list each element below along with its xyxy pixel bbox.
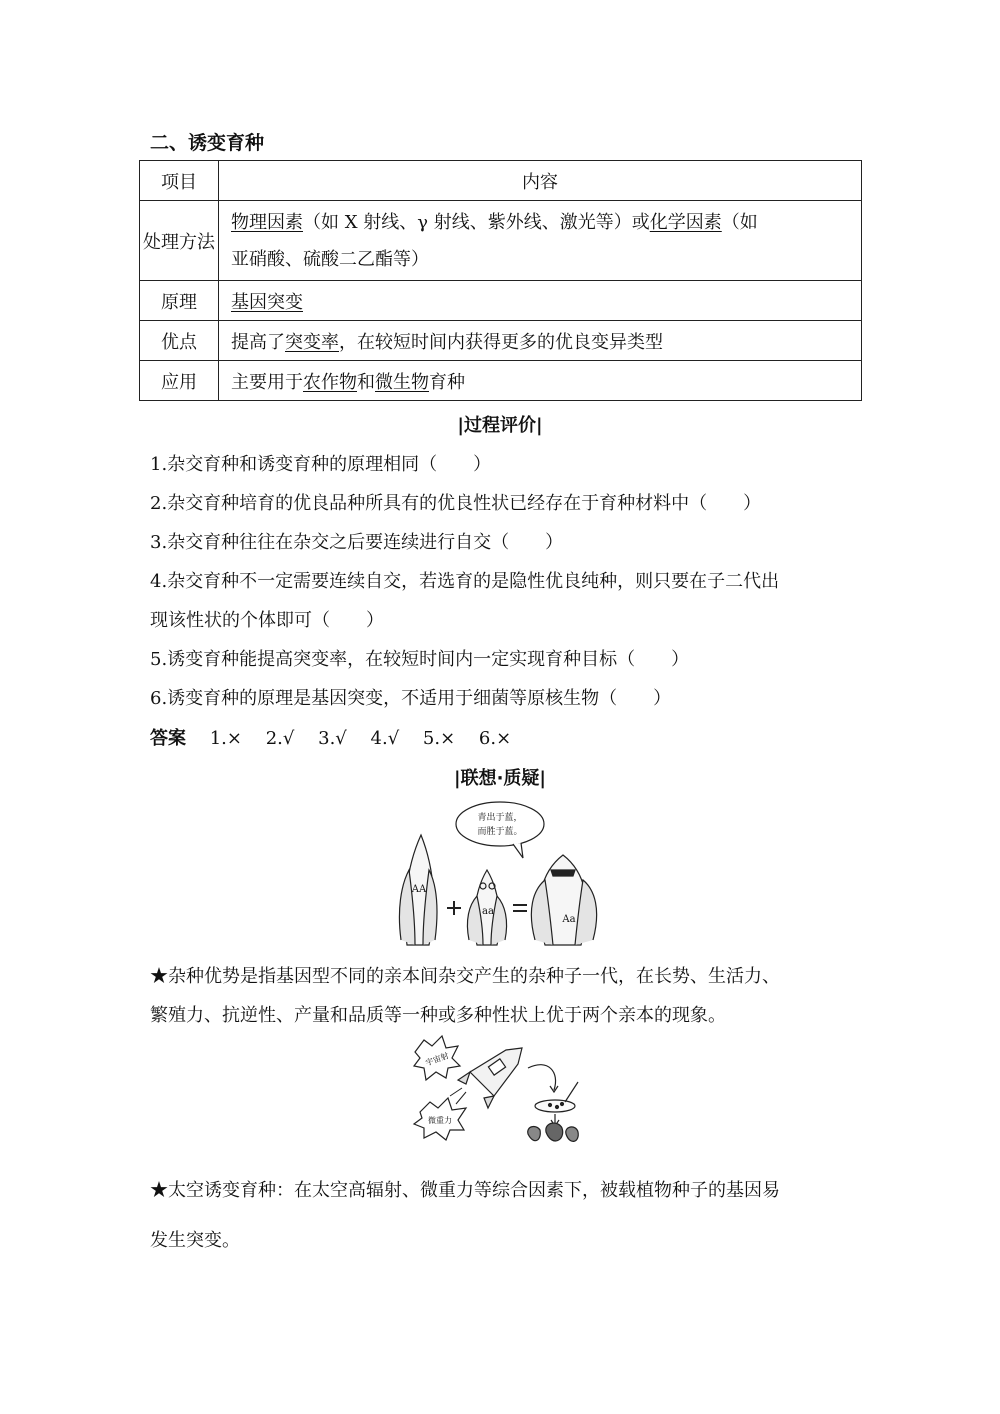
row-content-application [219, 361, 862, 401]
question-4-line2: 现该性状的个体即可（ ） [150, 610, 384, 631]
answer-6: 6.× [478, 728, 512, 749]
answer-5: 5.× [422, 728, 456, 749]
answer-4: 4.√ [370, 728, 400, 749]
advantage-post: ，在较短时间内获得更多的优良变异类型 [339, 331, 663, 353]
question-3: 3.杂交育种往往在杂交之后要连续进行自交（ ） [150, 532, 564, 553]
row-content-method [219, 201, 862, 281]
label-aa: aa [482, 906, 494, 917]
answer-1: 1.× [209, 728, 242, 749]
row-label-method: 处理方法 [140, 201, 219, 281]
label-AA: AA [411, 884, 427, 895]
table-header-row [140, 161, 862, 201]
chemical-detail-2: 亚硝酸、硫酸二乙酯等） [231, 248, 429, 270]
section-title: 二、诱变育种 [150, 132, 265, 154]
application-pre: 主要用于 [231, 371, 303, 393]
physical-detail: （如 X 射线、γ 射线、紫外线、激光等）或 [303, 211, 650, 233]
answer-2: 2.√ [265, 728, 295, 749]
mutation-breeding-table [139, 160, 862, 401]
row-label-principle: 原理 [140, 281, 219, 321]
question-4-line1: 4.杂交育种不一定需要连续自交，若选育的是隐性优良纯种，则只要在子二代出 [150, 571, 780, 592]
advantage-key: 突变率 [285, 331, 339, 353]
chemical-detail-1: （如 [721, 211, 758, 233]
header-item: 项目 [140, 161, 219, 201]
speech-bubble [456, 802, 544, 846]
table-row-method [140, 201, 862, 281]
answer-line [150, 724, 529, 750]
pepper-icon [528, 1127, 541, 1141]
application-mid: 和 [357, 371, 375, 393]
application-key1: 农作物 [303, 371, 357, 393]
row-content-advantage [219, 321, 862, 361]
header-content: 内容 [219, 161, 862, 201]
burst-label-1: 宇宙射 [424, 1051, 450, 1068]
space-breeding-paragraph-line2: 发生突变。 [150, 1230, 240, 1251]
application-post: 育种 [429, 371, 465, 393]
question-2: 2.杂交育种培育的优良品种所具有的优良性状已经存在于育种材料中（ ） [150, 493, 762, 514]
label-Aa: Aa [562, 914, 576, 925]
question-5: 5.诱变育种能提高突变率，在较短时间内一定实现育种目标（ ） [150, 649, 690, 670]
principle-value: 基因突变 [231, 291, 303, 313]
answer-3: 3.√ [318, 728, 347, 749]
association-title: |联想·质疑| [454, 768, 546, 789]
row-label-advantage: 优点 [140, 321, 219, 361]
table-row-principle [140, 281, 862, 321]
table-row-application [140, 361, 862, 401]
question-6: 6.诱变育种的原理是基因突变，不适用于细菌等原核生物（ ） [150, 688, 672, 709]
bubble-text-2: 而胜于蓝。 [477, 827, 523, 837]
seed-dish [535, 1100, 575, 1112]
physical-factor: 物理因素 [231, 211, 303, 233]
row-content-principle [219, 281, 862, 321]
corn-hybrid-illustration [395, 800, 605, 950]
table-row-advantage [140, 321, 862, 361]
row-label-application: 应用 [140, 361, 219, 401]
advantage-pre: 提高了 [231, 331, 285, 353]
application-key2: 微生物 [375, 371, 429, 393]
space-breeding-paragraph-line1: ★太空诱变育种：在太空高辐射、微重力等综合因素下，被载植物种子的基因易 [150, 1180, 780, 1201]
chemical-factor: 化学因素 [649, 211, 722, 233]
answer-label: 答案 [150, 728, 186, 749]
space-breeding-illustration [410, 1032, 590, 1152]
question-1: 1.杂交育种和诱变育种的原理相同（ ） [150, 454, 492, 475]
heterosis-paragraph-line1: ★杂种优势是指基因型不同的亲本间杂交产生的杂种子一代，在长势、生活力、 [150, 966, 780, 987]
burst-label-2: 微重力 [428, 1116, 452, 1125]
review-title: |过程评价| [457, 415, 543, 436]
heterosis-paragraph-line2: 繁殖力、抗逆性、产量和品质等一种或多种性状上优于两个亲本的现象。 [150, 1005, 726, 1026]
bubble-text-1: 青出于蓝， [477, 813, 523, 823]
